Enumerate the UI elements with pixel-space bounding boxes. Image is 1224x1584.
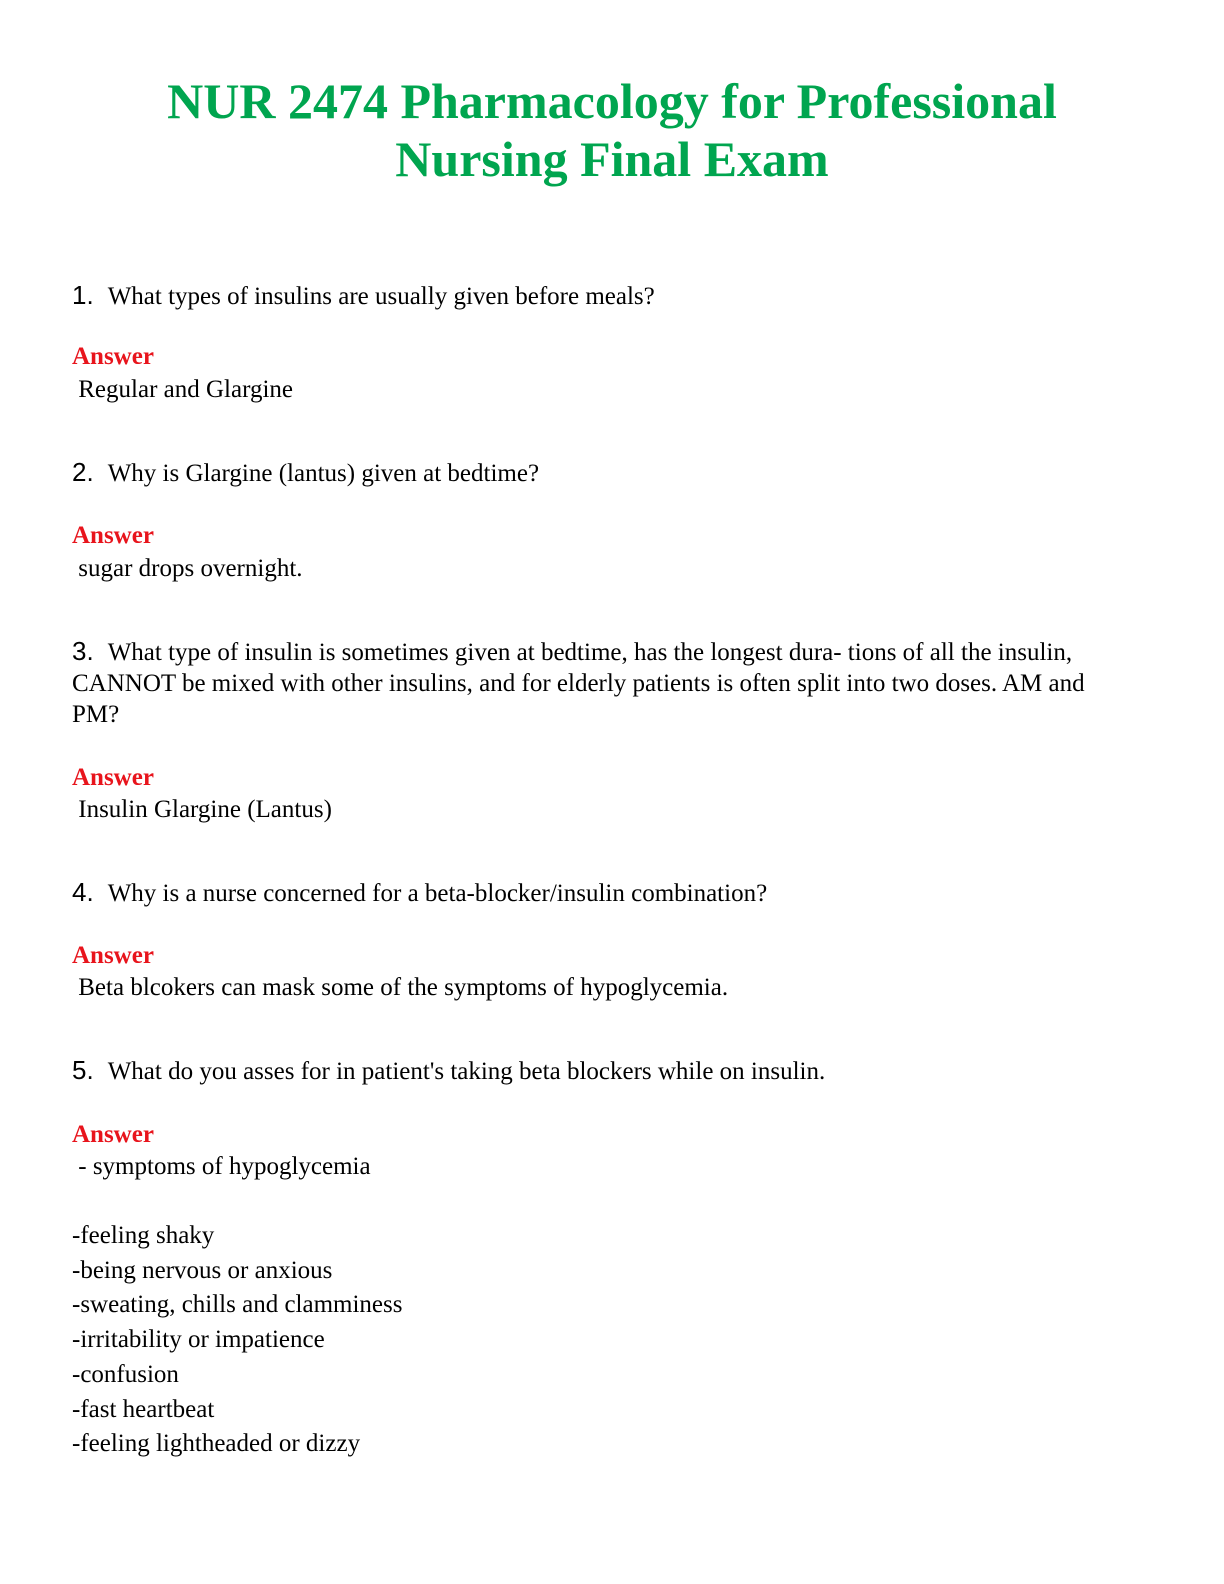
symptom-list (72, 1219, 402, 1462)
list-item: -fast heartbeat (72, 1395, 215, 1423)
question-number: 4. (72, 877, 94, 907)
answer-text: Beta blcokers can mask some of the symptoms of hypoglycemia. (72, 974, 729, 1001)
question-number: 3. (72, 636, 94, 666)
answer-text: sugar drops overnight. (72, 555, 303, 582)
list-item: -confusion (72, 1360, 179, 1388)
answer-label: Answer (72, 522, 154, 549)
question-4 (72, 877, 1132, 909)
question-number: 1. (72, 280, 94, 310)
list-item: -irritability or impatience (72, 1326, 325, 1354)
answer-text: Regular and Glargine (72, 376, 293, 403)
answer-label: Answer (72, 942, 154, 969)
list-item: -sweating, chills and clamminess (72, 1291, 403, 1319)
question-3 (72, 636, 1132, 730)
question-text: Why is Glargine (lantus) given at bedtime? (107, 460, 540, 487)
answer-label: Answer (72, 764, 154, 791)
question-number: 2. (72, 457, 94, 487)
question-text: What type of insulin is sometimes given at bedtime, has the longest dura- tions of all the insulin, CANNOT be mixed with other insulins, and for elderly patients is often split into two doses. AM and PM? (72, 639, 1085, 728)
answer-text: - symptoms of hypoglycemia (72, 1153, 371, 1180)
list-item: -being nervous or anxious (72, 1256, 333, 1284)
answer-text: Insulin Glargine (Lantus) (72, 796, 332, 823)
document-title (0, 72, 1224, 188)
title-line-1: NUR 2474 Pharmacology for Professional (167, 73, 1057, 129)
list-item: -feeling shaky (72, 1222, 215, 1249)
question-number: 5. (72, 1055, 94, 1085)
question-text: Why is a nurse concerned for a beta-blocker/insulin combination? (107, 880, 768, 907)
list-item: -feeling lightheaded or dizzy (72, 1430, 361, 1458)
answer-label: Answer (72, 343, 154, 370)
question-1 (72, 280, 1132, 312)
title-line-2: Nursing Final Exam (395, 131, 829, 187)
question-5 (72, 1055, 1132, 1087)
answer-label: Answer (72, 1121, 154, 1148)
question-text: What types of insulins are usually given before meals? (107, 283, 655, 310)
question-text: What do you asses for in patient's taking beta blockers while on insulin. (107, 1058, 826, 1085)
question-2 (72, 457, 1132, 489)
